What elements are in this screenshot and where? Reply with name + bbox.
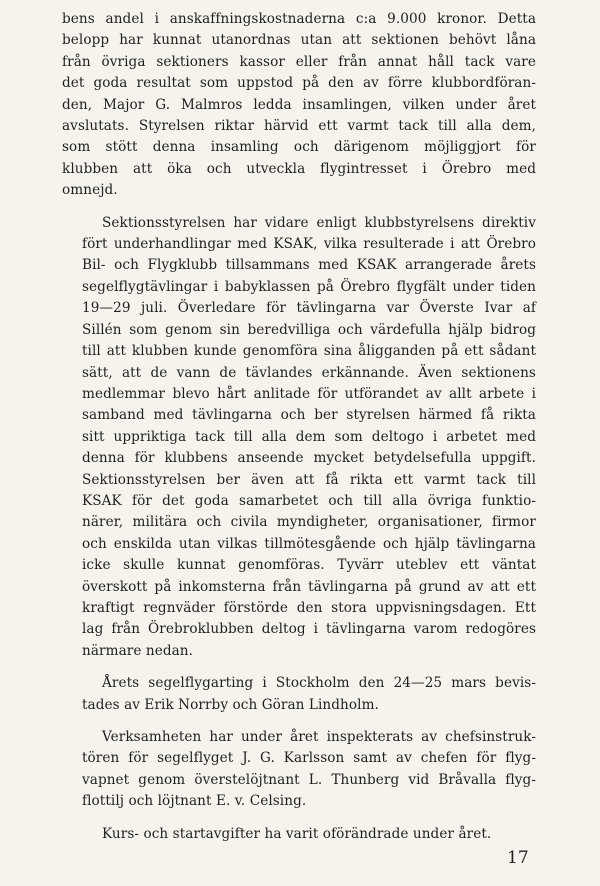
text-line: Sektionsstyrelsen har vidare enligt klubbstyrelsens direktiv: [102, 214, 536, 231]
text-line: omnejd.: [62, 182, 118, 199]
paragraph-3: [62, 673, 536, 716]
text-line: närmare nedan.: [82, 642, 194, 659]
text-line: och enskilda utan vilkas tillmötesgående och hjälp tävlingarna: [82, 535, 536, 552]
text-line: medlemmar blevo hårt anlitade för utförandet av allt arbete i: [82, 385, 536, 402]
text-line: samband med tävlingarna och ber styrelsen härmed få rikta: [82, 407, 536, 424]
body-text: [62, 9, 536, 856]
text-line: klubben att öka och utveckla flygintresset i Örebro med: [62, 160, 536, 177]
text-line: segelflygtävlingar i babyklassen på Örebro flygfält under tiden: [82, 278, 536, 295]
text-line: som stött denna insamling och därigenom möjliggjort för: [62, 139, 536, 156]
text-line: det goda resultat som uppstod på den av förre klubbordföran-: [62, 75, 536, 92]
text-line: tören för segelflyget J. G. Karlsson samt av chefen för flyg-: [82, 750, 536, 767]
text-line: denna för klubbens anseende mycket betydelsefulla uppgift.: [82, 450, 536, 467]
text-line: lag från Örebroklubben deltog i tävlingarna varom redogöres: [82, 621, 536, 638]
text-line: belopp har kunnat utanordnas utan att sektionen behövt låna: [62, 32, 536, 49]
text-line: flottilj och löjtnant E. v. Celsing.: [82, 793, 307, 810]
text-line: icke skulle kunnat genomföras. Tyvärr uteblev ett väntat: [82, 557, 536, 574]
text-line: Sektionsstyrelsen ber även att få rikta ett varmt tack till: [82, 471, 536, 488]
text-line: Verksamheten har under året inspekterats av chefsinstruk-: [102, 729, 536, 745]
text-line: Kurs- och startavgifter ha varit oförändrade under året.: [102, 825, 492, 842]
paragraph-2: [62, 213, 536, 663]
text-line: Sillén som genom sin beredvilliga och värdefulla hjälp bidrog: [82, 321, 536, 338]
text-line: sitt uppriktiga tack till alla dem som deltogo i arbetet med: [82, 428, 536, 445]
text-line: överskott på inkomsterna från tävlingarna på grund av att ett: [82, 578, 536, 595]
text-line: kraftigt regnväder förstörde den stora uppvisningsdagen. Ett: [82, 599, 536, 616]
text-line: 19—29 juli. Överledare för tävlingarna var Överste Ivar af: [82, 300, 536, 317]
text-line: från övriga sektioners kassor eller från annat håll tack vare: [62, 53, 536, 70]
text-line: avslutats. Styrelsen riktar härvid ett varmt tack till alla dem,: [62, 118, 536, 135]
paragraph-5: [62, 824, 536, 845]
text-line: tades av Erik Norrby och Göran Lindholm.: [82, 696, 379, 713]
text-line: närer, militära och civila myndigheter, organisationer, firmor: [82, 514, 536, 531]
text-line: Bil- och Flygklubb tillsammans med KSAK arrangerade årets: [82, 257, 536, 274]
text-line: vapnet genom överstelöjtnant L. Thunberg vid Bråvalla flyg-: [82, 771, 536, 788]
text-line: KSAK för det goda samarbetet och till alla övriga funktio-: [82, 492, 536, 509]
text-line: sätt, att de vann de tävlandes erkännande. Även sektionens: [82, 364, 536, 381]
text-line: fört underhandlingar med KSAK, vilka resulterade i att Örebro: [82, 236, 536, 253]
text-line: den, Major G. Malmros ledda insamlingen, vilken under året: [62, 96, 536, 113]
paragraph-1: [62, 9, 536, 202]
text-line: Årets segelflygarting i Stockholm den 24—25 mars bevis-: [102, 675, 536, 692]
paragraph-4: [62, 727, 536, 813]
text-line: bens andel i anskaffningskostnaderna c:a 9.000 kronor. Detta: [62, 11, 536, 27]
page-number: 17: [507, 848, 529, 868]
text-line: till att klubben kunde genomföra sina åligganden på ett sådant: [82, 343, 536, 360]
